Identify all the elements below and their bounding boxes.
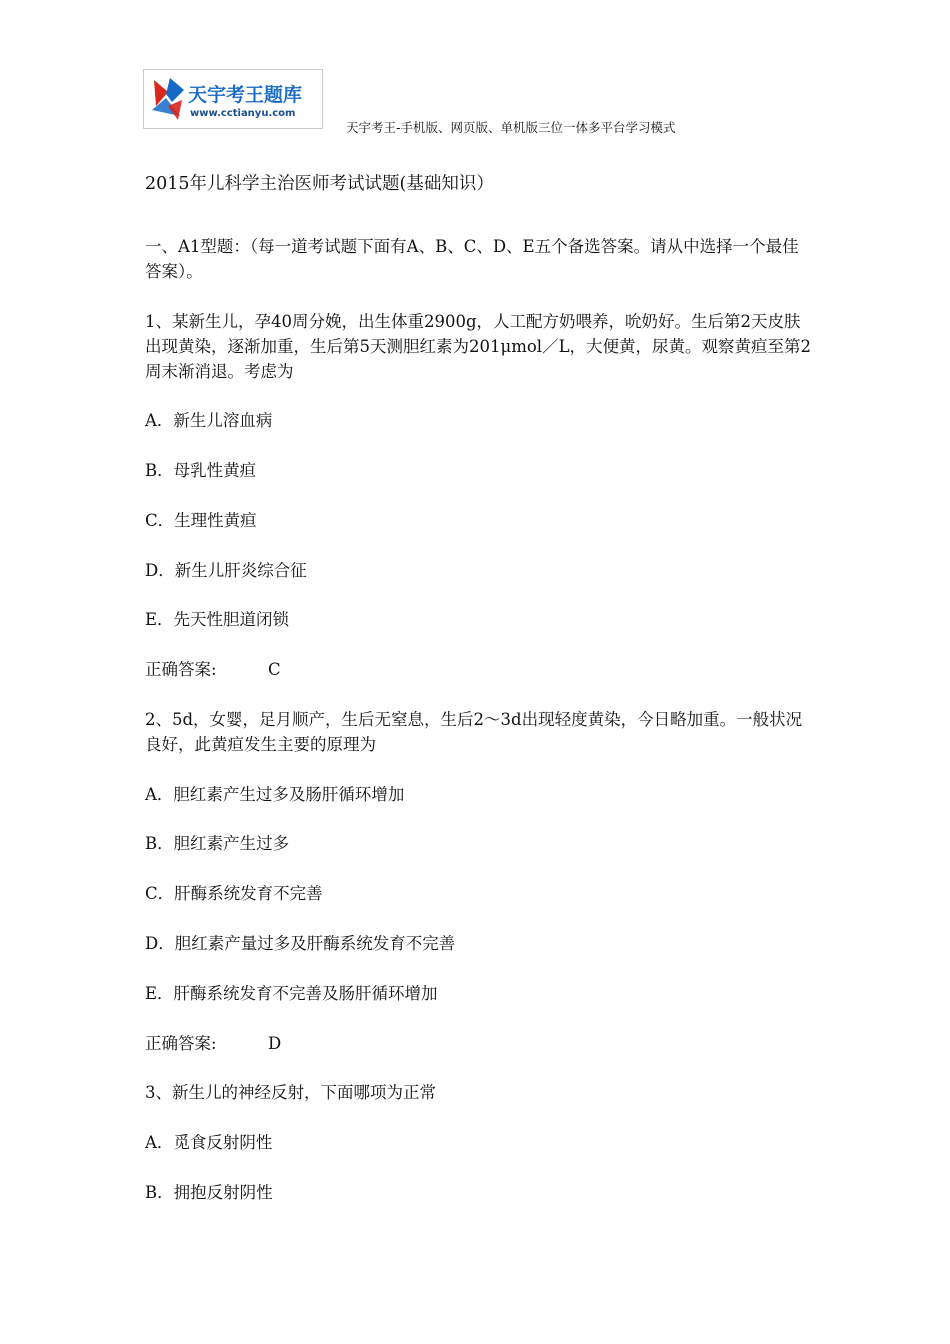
question-1-option-a: A．新生儿溶血病 — [145, 411, 273, 430]
question-1-option-e: E．先天性胆道闭锁 — [145, 610, 290, 629]
logo-name: 天宇考王题库 — [188, 84, 303, 106]
question-1-option-c: C．生理性黄疸 — [145, 511, 257, 530]
document-title: 2015年儿科学主治医师考试试题(基础知识） — [145, 174, 494, 194]
question-1-stem: 1、某新生儿，孕40周分娩，出生体重2900g，人工配方奶喂养，吮奶好。生后第2天皮肤出现黄染，逐渐加重，生后第5天测胆红素为201μmol／L，大便黄，尿黄。观察黄疸至第2周末渐消退。考虑为 — [145, 312, 812, 381]
logo-url: www.cctianyu.com — [190, 108, 296, 119]
question-3-option-a: A．觅食反射阴性 — [145, 1133, 273, 1152]
logo-emblem-icon — [148, 76, 188, 122]
question-2-option-c: C．肝酶系统发育不完善 — [145, 884, 323, 903]
question-2-option-a: A．胆红素产生过多及肠肝循环增加 — [145, 785, 405, 804]
question-1-option-b: B．母乳性黄疸 — [145, 461, 257, 480]
question-2-option-e: E．肝酶系统发育不完善及肠肝循环增加 — [145, 984, 438, 1003]
question-1-option-d: D．新生儿肝炎综合征 — [145, 561, 307, 580]
page-header — [143, 69, 843, 139]
brand-logo[interactable] — [143, 69, 323, 129]
question-3-stem: 3、新生儿的神经反射，下面哪项为正常 — [145, 1083, 436, 1102]
section-intro: 一、A1型题：（每一道考试题下面有A、B、C、D、E五个备选答案。请从中选择一个最佳答案）。 — [145, 237, 799, 281]
header-tagline: 天宇考王-手机版、网页版、单机版三位一体多平台学习模式 — [346, 120, 676, 135]
question-1-answer: C — [268, 660, 281, 679]
question-2-option-d: D．胆红素产量过多及肝酶系统发育不完善 — [145, 934, 456, 953]
question-2-stem: 2、5d，女婴，足月顺产，生后无窒息，生后2～3d出现轻度黄染，今日略加重。一般状况良好，此黄疸发生主要的原理为 — [145, 710, 803, 754]
question-2-answer: D — [268, 1034, 282, 1053]
question-2-answer-label: 正确答案: — [145, 1034, 217, 1053]
question-3-option-b: B．拥抱反射阴性 — [145, 1183, 273, 1202]
question-1-answer-label: 正确答案: — [145, 660, 217, 679]
question-2-option-b: B．胆红素产生过多 — [145, 834, 290, 853]
